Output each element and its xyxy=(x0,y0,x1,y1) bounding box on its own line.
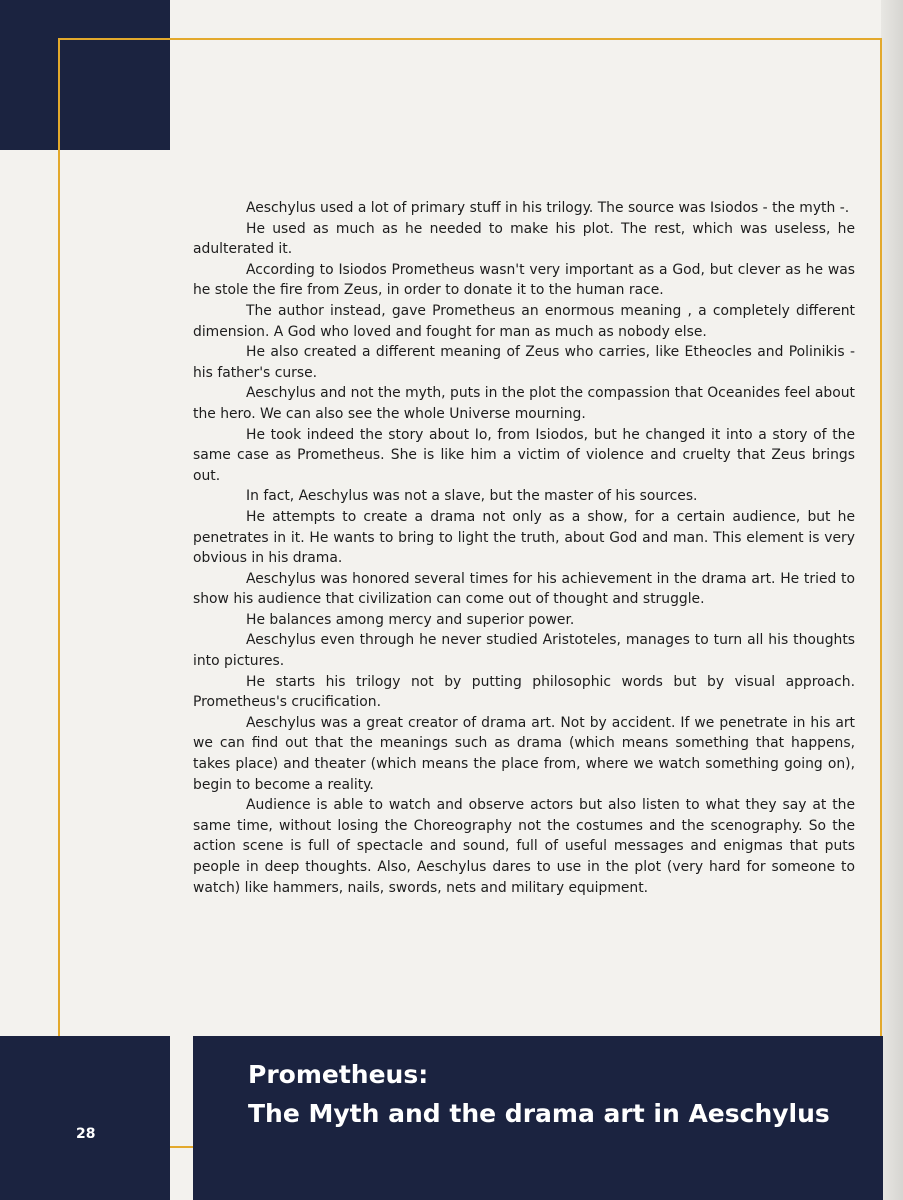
paragraph: He used as much as he needed to make his plot. The rest, which was useless, he adulterated it. xyxy=(193,220,855,258)
paragraph: He balances among mercy and superior power. xyxy=(246,611,575,628)
paragraph: He attempts to create a drama not only as a show, for a certain audience, but he penetrates in it. He wants to bring to light the truth, about God and man. This element is very obvious in his drama. xyxy=(193,508,855,567)
paragraph: Aeschylus was honored several times for his achievement in the drama art. He tried to show his audience that civilization can come out of thought and struggle. xyxy=(193,570,855,608)
paragraph: Audience is able to watch and observe actors but also listen to what they say at the same time, without losing the Choreography not the costumes and the scenography. So the action scene is full of spectacle and sound, full of useful messages and enigmas that puts people in deep thoughts. Also, Aeschylus dares to use in the plot (very hard for someone to watch) like hammers, nails, swords, nets and military equipment. xyxy=(193,797,855,896)
left-footer-block xyxy=(0,1036,170,1200)
page-edge-shadow xyxy=(881,0,903,1200)
page-title-line-1: Prometheus: xyxy=(248,1060,429,1089)
paragraph: The author instead, gave Prometheus an enormous meaning , a completely different dimension. A God who loved and fought for man as much as nobody else. xyxy=(193,302,855,340)
paragraph: According to Isiodos Prometheus wasn't very important as a God, but clever as he was he stole the fire from Zeus, in order to donate it to the human race. xyxy=(193,261,855,299)
paragraph: He took indeed the story about Io, from Isiodos, but he changed it into a story of the same case as Prometheus. She is like him a victim of violence and cruelty that Zeus brings out. xyxy=(193,426,855,484)
paragraph: Aeschylus even through he never studied Aristoteles, manages to turn all his thoughts into pictures. xyxy=(193,632,855,670)
paragraph: Aeschylus used a lot of primary stuff in his trilogy. The source was Isiodos - the myth -. xyxy=(246,200,850,216)
paragraph: In fact, Aeschylus was not a slave, but the master of his sources. xyxy=(246,488,698,505)
paragraph: Aeschylus and not the myth, puts in the plot the compassion that Oceanides feel about the hero. We can also see the whole Universe mourning. xyxy=(193,385,855,422)
page-title-line-2: The Myth and the drama art in Aeschylus xyxy=(248,1099,830,1128)
page-number: 28 xyxy=(76,1126,96,1142)
body-text xyxy=(193,198,855,898)
paragraph: He starts his trilogy not by putting philosophic words but by visual approach. Prometheus's crucification. xyxy=(193,673,855,711)
paragraph: Aeschylus was a great creator of drama art. Not by accident. If we penetrate in his art we can find out that the meanings such as drama (which means something that happens, takes place) and theater (which means the place from, where we watch something going on), begin to become a reality. xyxy=(193,714,855,793)
paragraph: He also created a different meaning of Zeus who carries, like Etheocles and Polinikis - his father's curse. xyxy=(193,344,855,381)
